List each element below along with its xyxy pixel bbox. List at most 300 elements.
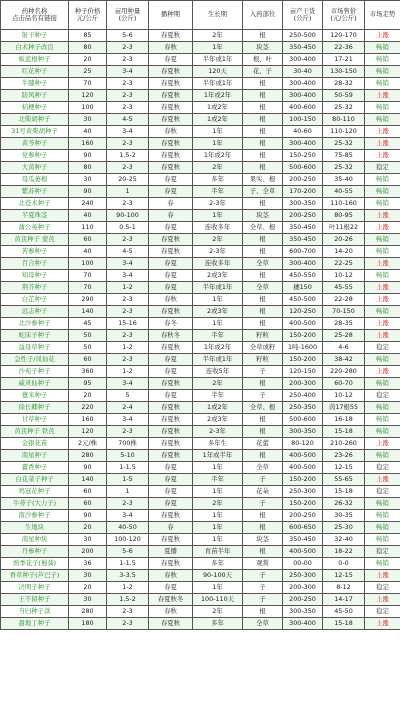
table-cell: 半年或1年 xyxy=(193,78,243,90)
seed-name-link[interactable]: 藿香种子 xyxy=(1,462,69,474)
table-cell: 20 xyxy=(69,390,107,402)
trend-cell: 畅销 xyxy=(365,54,400,66)
table-cell: 1 xyxy=(107,186,149,198)
table-cell: 连收5年 xyxy=(193,366,243,378)
trend-cell: 上涨 xyxy=(365,222,400,234)
table-cell: 2-3 xyxy=(107,498,149,510)
seed-name-link[interactable]: 甘草种子 xyxy=(1,414,69,426)
table-cell: 2-3 xyxy=(107,198,149,210)
table-cell: 3-4 xyxy=(107,66,149,78)
table-cell: 果实、根 xyxy=(243,174,283,186)
table-cell: 400-500 xyxy=(283,450,323,462)
table-cell: 半年 xyxy=(193,330,243,342)
table-cell: 春夏 xyxy=(149,354,193,366)
seed-name-link[interactable]: 牛膝种子 xyxy=(1,78,69,90)
table-cell: 60-70 xyxy=(323,378,365,390)
table-cell: 30 xyxy=(69,570,107,582)
seed-name-link[interactable]: 苦参种子 xyxy=(1,246,69,258)
table-cell: 250-400 xyxy=(283,390,323,402)
table-cell: 多年 xyxy=(193,174,243,186)
table-row xyxy=(1,150,400,162)
seed-name-link[interactable]: 北苍术种子 xyxy=(1,198,69,210)
table-cell: 25-32 xyxy=(323,102,365,114)
table-cell: 子、全草 xyxy=(243,186,283,198)
table-cell: 2-3年 xyxy=(193,198,243,210)
table-cell: 300-400 xyxy=(283,618,323,630)
column-header: 入药部位 xyxy=(243,1,283,30)
table-cell: 1吨-1600 xyxy=(283,342,323,354)
table-cell: 150-200 xyxy=(283,474,323,486)
table-cell: 春夏 xyxy=(149,222,193,234)
table-cell: 春夏 xyxy=(149,474,193,486)
table-cell: 春夏 xyxy=(149,174,193,186)
table-cell: 80 xyxy=(69,42,107,54)
table-cell: 100-120 xyxy=(107,534,149,546)
trend-cell: 上涨 xyxy=(365,294,400,306)
table-cell: 花、子 xyxy=(243,66,283,78)
table-cell: 32-40 xyxy=(323,534,365,546)
trend-cell: 畅销 xyxy=(365,66,400,78)
table-cell: 250-300 xyxy=(283,570,323,582)
table-cell: 子 xyxy=(243,498,283,510)
table-cell: 3-4 xyxy=(107,270,149,282)
table-cell: 75-85 xyxy=(323,150,365,162)
table-cell: 根 xyxy=(243,162,283,174)
table-cell: 30-40 xyxy=(283,66,323,78)
table-cell: 子 xyxy=(243,570,283,582)
trend-cell: 畅销 xyxy=(365,198,400,210)
table-cell: 1-1.5 xyxy=(107,462,149,474)
table-row xyxy=(1,546,400,558)
table-cell: 根 xyxy=(243,78,283,90)
table-cell: 280 xyxy=(69,606,107,618)
seed-name-link[interactable]: 沙苑子种子 xyxy=(1,366,69,378)
table-cell: 春夏秋 xyxy=(149,162,193,174)
seed-name-link[interactable]: 31号黄柴胡种子 xyxy=(1,126,69,138)
table-row xyxy=(1,162,400,174)
trend-cell: 畅销 xyxy=(365,306,400,318)
table-cell: 20 xyxy=(69,522,107,534)
table-cell: 36 xyxy=(69,558,107,570)
table-cell: 4-6 xyxy=(323,342,365,354)
table-row xyxy=(1,402,400,414)
table-cell: 5-6 xyxy=(107,30,149,42)
trend-cell: 畅销 xyxy=(365,270,400,282)
table-cell: 23-26 xyxy=(323,450,365,462)
table-cell: 1年 xyxy=(193,522,243,534)
table-cell: 2或3年 xyxy=(193,414,243,426)
table-cell: 40-60 xyxy=(283,126,323,138)
table-cell: 春夏秋 xyxy=(149,342,193,354)
seed-name-link[interactable]: 南星种块 xyxy=(1,534,69,546)
table-cell: 根 xyxy=(243,522,283,534)
table-cell: 400-600 xyxy=(283,102,323,114)
table-body xyxy=(1,30,400,630)
table-cell: 200-250 xyxy=(283,210,323,222)
seed-name-link[interactable]: 红花种子 xyxy=(1,66,69,78)
table-cell: 春夏秋 xyxy=(149,402,193,414)
table-cell: 茵17根55 xyxy=(323,402,365,414)
seed-name-link[interactable]: 半夏珠茎 xyxy=(1,210,69,222)
table-cell: 籽粒 xyxy=(243,354,283,366)
table-cell: 根 xyxy=(243,306,283,318)
seed-name-link[interactable]: 白术种子改良 xyxy=(1,42,69,54)
table-cell: 600-650 xyxy=(283,522,323,534)
table-cell: 根 xyxy=(243,198,283,210)
table-cell: 子 xyxy=(243,594,283,606)
table-row xyxy=(1,198,400,210)
table-cell: 30 xyxy=(69,534,107,546)
table-cell: 春夏秋 xyxy=(149,426,193,438)
table-cell: 00-00 xyxy=(283,558,323,570)
table-cell: 春夏 xyxy=(149,582,193,594)
table-cell: 200-250 xyxy=(283,594,323,606)
table-cell: 700株 xyxy=(107,438,149,450)
column-header: 亩产干货 (公斤) xyxy=(283,1,323,30)
table-cell: 50-59 xyxy=(323,90,365,102)
table-cell: 200-300 xyxy=(283,378,323,390)
table-cell: 连收多年 xyxy=(193,222,243,234)
trend-cell: 上涨 xyxy=(365,150,400,162)
table-cell: 100-110天 xyxy=(193,594,243,606)
table-cell: 120-170 xyxy=(323,30,365,42)
seed-name-link[interactable]: 牛蒡子(大力子) xyxy=(1,498,69,510)
seed-name-link[interactable]: 益母草种子 xyxy=(1,342,69,354)
table-row xyxy=(1,234,400,246)
trend-cell: 畅销 xyxy=(365,174,400,186)
table-cell: 26-32 xyxy=(323,498,365,510)
table-cell: 250-300 xyxy=(283,486,323,498)
table-row xyxy=(1,282,400,294)
table-cell: 200 xyxy=(69,546,107,558)
table-cell: 5-10 xyxy=(107,450,149,462)
table-cell: 春夏 xyxy=(149,186,193,198)
table-cell: 2年 xyxy=(193,498,243,510)
table-cell: 1年 xyxy=(193,486,243,498)
table-row xyxy=(1,138,400,150)
trend-cell: 畅销 xyxy=(365,102,400,114)
seed-name-link[interactable]: 决明子种子 xyxy=(1,582,69,594)
seed-name-link[interactable]: 南星种子 xyxy=(1,450,69,462)
trend-cell: 畅销 xyxy=(365,378,400,390)
trend-cell: 上涨 xyxy=(365,126,400,138)
seed-name-link[interactable]: 南沙参种子 xyxy=(1,510,69,522)
table-cell: 3-4 xyxy=(107,510,149,522)
trend-cell: 畅销 xyxy=(365,534,400,546)
table-cell: 360 xyxy=(69,366,107,378)
seed-name-link[interactable]: 母瓜蒌根 xyxy=(1,174,69,186)
table-cell: 100 xyxy=(69,102,107,114)
seed-name-link[interactable]: 丹参种子 xyxy=(1,546,69,558)
seed-name-link[interactable]: 熟季花子(蜀葵) xyxy=(1,558,69,570)
table-cell: 2-3 xyxy=(107,618,149,630)
table-cell: 春夏秋 xyxy=(149,414,193,426)
table-cell: 60 xyxy=(69,234,107,246)
table-cell: 28-32 xyxy=(323,78,365,90)
table-cell: 25 xyxy=(69,66,107,78)
table-cell: 350-450 xyxy=(283,534,323,546)
seed-name-link[interactable]: 徐长卿种子 xyxy=(1,402,69,414)
seed-name-link[interactable]: 北沙参种子 xyxy=(1,318,69,330)
table-cell: 40 xyxy=(69,126,107,138)
table-cell: 150-200 xyxy=(283,498,323,510)
table-cell: 2-4 xyxy=(107,402,149,414)
trend-cell: 畅销 xyxy=(365,402,400,414)
seed-name-link[interactable]: 蒲公英种子 xyxy=(1,222,69,234)
table-cell: 2年 xyxy=(193,606,243,618)
table-cell: 0.5-1 xyxy=(107,222,149,234)
table-cell: 4-5 xyxy=(107,114,149,126)
seed-name-link[interactable]: 当归种子款 xyxy=(1,606,69,618)
table-cell: 1或2年 xyxy=(193,402,243,414)
table-cell: 110-160 xyxy=(323,198,365,210)
table-cell: 290 xyxy=(69,294,107,306)
table-cell: 春冬 xyxy=(149,318,193,330)
table-cell: 3-4 xyxy=(107,258,149,270)
table-row xyxy=(1,102,400,114)
table-cell: 全草 xyxy=(243,258,283,270)
table-cell: 1年 xyxy=(193,534,243,546)
table-cell: 1年 xyxy=(193,318,243,330)
column-header: 生长期 xyxy=(193,1,243,30)
trend-cell: 稳定 xyxy=(365,342,400,354)
trend-cell: 上涨 xyxy=(365,258,400,270)
table-cell: 4-5 xyxy=(107,246,149,258)
table-cell: 春秋冬 xyxy=(149,330,193,342)
table-cell: 0-0 xyxy=(323,558,365,570)
table-cell: 根 xyxy=(243,546,283,558)
table-cell: 根 xyxy=(243,378,283,390)
table-row xyxy=(1,258,400,270)
seed-name-link[interactable]: 黄芪种子 蒙芪 xyxy=(1,234,69,246)
table-cell: 块茎 xyxy=(243,210,283,222)
table-row xyxy=(1,42,400,54)
table-row xyxy=(1,618,400,630)
table-cell: 春秋 xyxy=(149,294,193,306)
table-cell: 春夏秋 xyxy=(149,510,193,522)
table-cell: 120 xyxy=(69,90,107,102)
table-cell: 280 xyxy=(69,450,107,462)
table-cell: 春夏秋 xyxy=(149,30,193,42)
seed-name-link[interactable]: 甜地丁种子 xyxy=(1,618,69,630)
table-cell: 2-3 xyxy=(107,102,149,114)
trend-cell: 上涨 xyxy=(365,618,400,630)
table-cell: 1.5-2 xyxy=(107,594,149,606)
table-cell: 春夏秋 xyxy=(149,378,193,390)
table-cell: 140 xyxy=(69,306,107,318)
table-cell: 12-15 xyxy=(323,462,365,474)
trend-cell: 稳定 xyxy=(365,486,400,498)
table-cell: 90-100天 xyxy=(193,570,243,582)
table-cell: 根 xyxy=(243,126,283,138)
table-row xyxy=(1,474,400,486)
table-cell: 3-3.5 xyxy=(107,570,149,582)
table-row xyxy=(1,486,400,498)
table-cell: 根 xyxy=(243,318,283,330)
table-cell: 春夏秋 xyxy=(149,102,193,114)
table-cell: 350-450 xyxy=(283,222,323,234)
table-cell: 22-25 xyxy=(323,258,365,270)
table-cell: 花蕾 xyxy=(243,438,283,450)
table-cell: 38-42 xyxy=(323,354,365,366)
table-cell: 半年或1年 xyxy=(193,354,243,366)
table-cell: 150-200 xyxy=(283,330,323,342)
table-cell: 全草、根 xyxy=(243,222,283,234)
table-row xyxy=(1,66,400,78)
table-cell: 根 xyxy=(243,294,283,306)
table-cell: 15-18 xyxy=(323,618,365,630)
seed-name-link[interactable]: 急性子/凤仙花 xyxy=(1,354,69,366)
table-cell: 2-3 xyxy=(107,606,149,618)
table-cell: 1-2 xyxy=(107,282,149,294)
table-cell: 根 xyxy=(243,270,283,282)
table-cell: 春夏秋 xyxy=(149,90,193,102)
table-cell: 22-36 xyxy=(323,42,365,54)
table-cell: 55-65 xyxy=(323,474,365,486)
seed-name-link[interactable]: 白花菜子种子 xyxy=(1,474,69,486)
seed-name-link[interactable]: 鸡冠花种子 xyxy=(1,486,69,498)
trend-cell: 上涨 xyxy=(365,438,400,450)
table-cell: 14-20 xyxy=(323,246,365,258)
table-cell: 子 xyxy=(243,366,283,378)
table-cell: 15-16 xyxy=(107,318,149,330)
table-cell: 180 xyxy=(69,618,107,630)
table-cell: 300-350 xyxy=(283,606,323,618)
table-cell: 根 xyxy=(243,414,283,426)
seed-name-link[interactable]: 远志种子 xyxy=(1,306,69,318)
table-cell: 40-50 xyxy=(107,522,149,534)
column-header: 药种名称 点击品名有链接 xyxy=(1,1,69,30)
table-cell: 春夏秋 xyxy=(149,618,193,630)
table-cell: 400-500 xyxy=(283,546,323,558)
table-cell: 70 xyxy=(69,78,107,90)
table-cell: 2-3 xyxy=(107,162,149,174)
trend-cell: 畅销 xyxy=(365,114,400,126)
seed-name-link[interactable]: 桔梗种子 xyxy=(1,102,69,114)
table-cell: 多年 xyxy=(193,618,243,630)
trend-cell: 上涨 xyxy=(365,282,400,294)
seed-name-link[interactable]: 蛇床子种子 xyxy=(1,330,69,342)
table-cell: 2年 xyxy=(193,378,243,390)
table-cell: 90 xyxy=(69,150,107,162)
table-cell: 70 xyxy=(69,282,107,294)
seed-name-link[interactable]: 香草种子(芦巴子) xyxy=(1,570,69,582)
seed-name-link[interactable]: 党参种子 xyxy=(1,150,69,162)
table-cell: 块茎 xyxy=(243,534,283,546)
table-cell: 1年 xyxy=(193,510,243,522)
table-cell: 春夏 xyxy=(149,258,193,270)
table-cell: 5 xyxy=(107,390,149,402)
table-cell: 450-550 xyxy=(283,270,323,282)
table-cell: 85 xyxy=(69,30,107,42)
seed-name-link[interactable]: 紫苏种子 xyxy=(1,186,69,198)
seed-name-link[interactable]: 白芷种子 xyxy=(1,294,69,306)
table-cell: 子 xyxy=(243,582,283,594)
table-cell: 春夏 xyxy=(149,366,193,378)
seed-name-link[interactable]: 知母种子 xyxy=(1,270,69,282)
seed-name-link[interactable]: 荆芥种子 xyxy=(1,282,69,294)
seed-name-link[interactable]: 大黄种子 xyxy=(1,162,69,174)
table-cell: 春夏 xyxy=(149,390,193,402)
table-row xyxy=(1,414,400,426)
table-cell: 80 xyxy=(69,162,107,174)
table-cell: 50 xyxy=(69,342,107,354)
table-cell: 春夏秋 xyxy=(149,438,193,450)
table-cell: 130-150 xyxy=(323,66,365,78)
table-cell: 2-3 xyxy=(107,138,149,150)
table-cell: 2-3 xyxy=(107,90,149,102)
table-cell: 1.5-2 xyxy=(107,150,149,162)
table-cell: 春夏秋 xyxy=(149,450,193,462)
seed-name-link[interactable]: 威灵仙种子 xyxy=(1,378,69,390)
trend-cell: 上涨 xyxy=(365,570,400,582)
seed-name-link[interactable]: 王不留种子 xyxy=(1,594,69,606)
trend-cell: 畅销 xyxy=(365,426,400,438)
seed-name-link[interactable]: 黄芪种子 铁芪 xyxy=(1,426,69,438)
seed-name-link[interactable]: 金银花苗 xyxy=(1,438,69,450)
table-cell: 春夏 xyxy=(149,54,193,66)
trend-cell: 上涨 xyxy=(365,210,400,222)
table-cell: 90-100 xyxy=(107,210,149,222)
table-cell: 120 xyxy=(69,426,107,438)
table-cell: 1年或半年 xyxy=(193,450,243,462)
table-cell: 1年或2年 xyxy=(193,342,243,354)
table-cell: 350-450 xyxy=(283,234,323,246)
table-cell: 多年 xyxy=(193,558,243,570)
table-cell: 300-400 xyxy=(283,54,323,66)
table-row xyxy=(1,174,400,186)
seed-name-link[interactable]: 射干种子 xyxy=(1,30,69,42)
seed-name-link[interactable]: 北柴胡种子 xyxy=(1,114,69,126)
table-cell: 观赏 xyxy=(243,558,283,570)
trend-cell: 上涨 xyxy=(365,594,400,606)
table-cell: 45-50 xyxy=(323,606,365,618)
table-row xyxy=(1,318,400,330)
seed-name-link[interactable]: 百合种子 xyxy=(1,258,69,270)
table-cell: 根 xyxy=(243,150,283,162)
table-row xyxy=(1,342,400,354)
table-cell: 春夏秋 xyxy=(149,66,193,78)
seed-name-link[interactable]: 生地块 xyxy=(1,522,69,534)
table-row xyxy=(1,306,400,318)
table-row xyxy=(1,438,400,450)
table-row xyxy=(1,126,400,138)
table-cell: 28-35 xyxy=(323,318,365,330)
table-cell: 1年 xyxy=(193,138,243,150)
table-row xyxy=(1,210,400,222)
table-cell: 220-280 xyxy=(323,366,365,378)
seed-name-link[interactable]: 板蓝根种子 xyxy=(1,54,69,66)
table-cell: 70-150 xyxy=(323,306,365,318)
seed-name-link[interactable]: 防风种子 xyxy=(1,90,69,102)
table-cell: 春夏秋 xyxy=(149,234,193,246)
table-cell: 8-12 xyxy=(323,582,365,594)
table-cell: 2-3年 xyxy=(193,426,243,438)
table-cell: 2年 xyxy=(193,234,243,246)
column-header: 亩用种量 (公斤) xyxy=(107,1,149,30)
trend-cell: 畅销 xyxy=(365,78,400,90)
table-cell: 根 xyxy=(243,450,283,462)
column-header: 市场走势 xyxy=(365,1,400,30)
seed-name-link[interactable]: 黄芩种子 xyxy=(1,138,69,150)
seed-name-link[interactable]: 薏米种子 xyxy=(1,390,69,402)
table-cell: 25-32 xyxy=(323,162,365,174)
table-cell: 210-260 xyxy=(323,438,365,450)
table-cell: 根 xyxy=(243,114,283,126)
trend-cell: 畅销 xyxy=(365,510,400,522)
table-cell: 25-32 xyxy=(323,138,365,150)
table-row xyxy=(1,570,400,582)
